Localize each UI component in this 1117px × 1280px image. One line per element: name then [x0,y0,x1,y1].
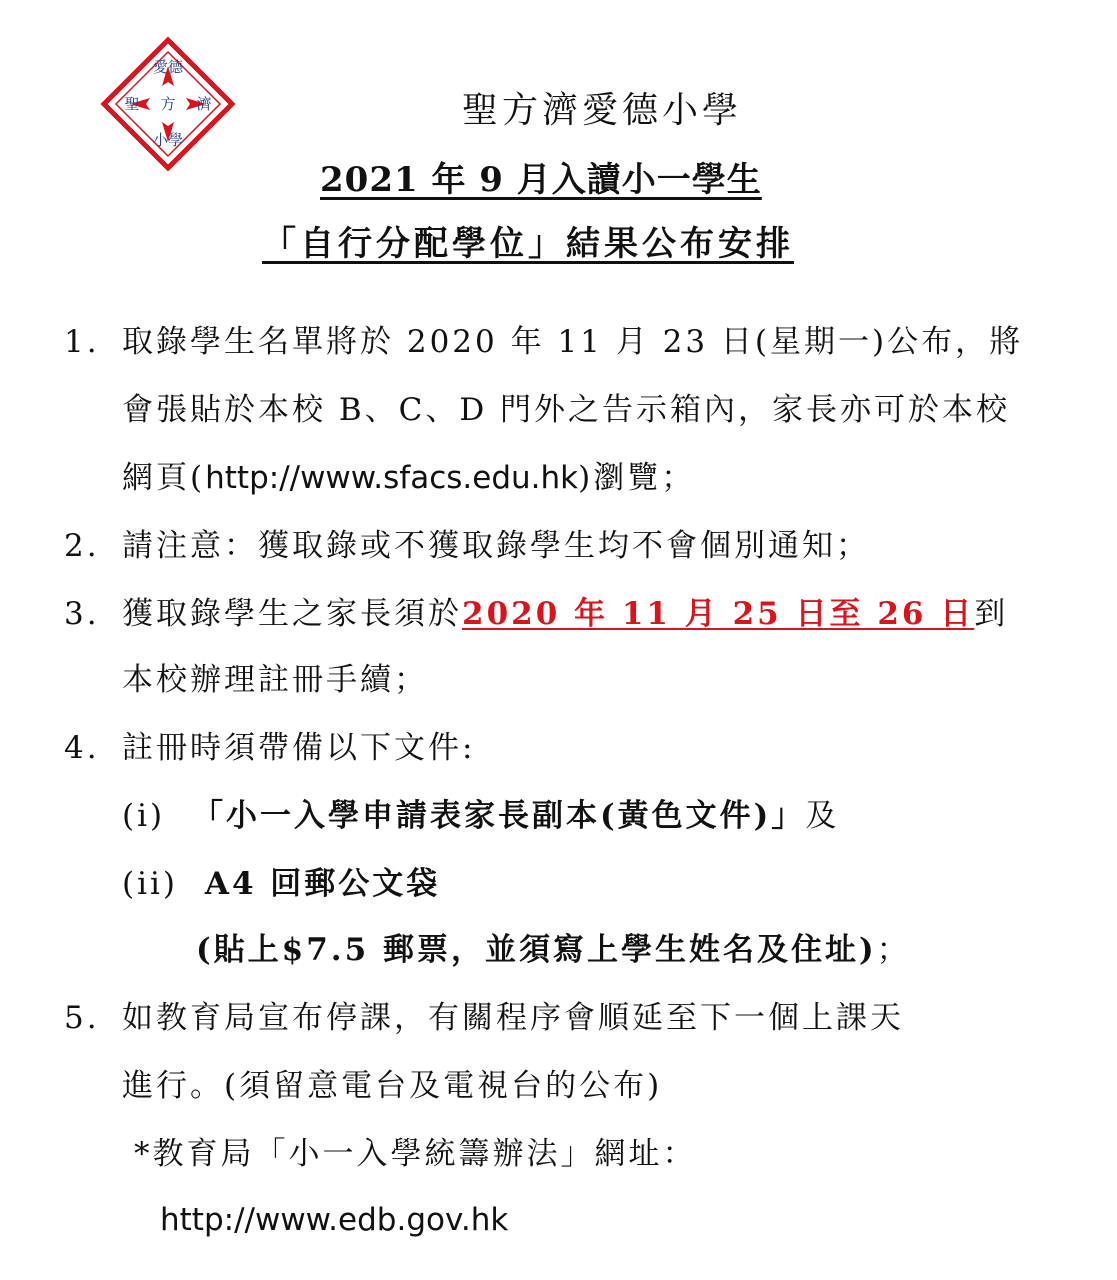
item5-line2: 進行。(須留意電台及電視台的公布) [122,1068,663,1104]
sub2-note: (貼上$7.5 郵票，並須寫上學生姓名及住址) [196,932,877,968]
item-number: 4. [64,730,100,766]
item4-sub2-note [196,930,911,970]
logo-right-text: 濟 [196,95,212,113]
item5-line1: 如教育局宣布停課，有關程序會順延至下一個上課天 [122,1000,904,1036]
item3-line1 [122,594,1008,634]
item2-line1: 請注意：獲取錄或不獲取錄學生均不會個別通知； [122,528,870,564]
item4-sub2 [122,864,440,904]
logo-bottom-text: 小學 [152,131,184,149]
school-name: 聖方濟愛德小學 [462,90,743,131]
item1-line3-prefix: 網頁( [122,460,206,496]
registration-date-highlight: 2020 年 11 月 25 日至 26 日 [462,596,975,632]
logo-left-text: 聖 [124,95,140,113]
logo-center-text: 方 [160,95,176,113]
item4-sub1 [122,796,839,836]
sub1-suffix: 及 [805,798,840,834]
item-number: 2. [64,528,100,564]
item-number: 1. [64,324,100,360]
edb-note: *教育局「小一入學統籌辦法」網址： [134,1136,697,1172]
item1-line3 [122,458,695,498]
edb-website-link[interactable]: http://www.edb.gov.hk [160,1202,509,1238]
item1-line2: 會張貼於本校 B、C、D 門外之告示箱內，家長亦可於本校 [122,392,1011,428]
item3-line2: 本校辦理註冊手續； [122,662,428,698]
logo-top-text: 愛德 [152,58,184,76]
school-website-link[interactable]: http://www.sfacs.edu.hk [205,460,579,496]
sub1-text: 「小一入學申請表家長副本(黃色文件)」 [191,798,806,834]
item1-line1: 取錄學生名單將於 2020 年 11 月 23 日(星期一)公布，將 [122,324,1024,360]
item3-line1-prefix: 獲取錄學生之家長須於 [122,596,462,632]
item1-line3-suffix: )瀏覽； [578,460,696,496]
school-logo [100,36,236,172]
item4-line1: 註冊時須帶備以下文件: [122,730,476,766]
item-number: 3. [64,596,100,632]
sub1-marker: (i) [122,798,166,834]
notice-title-line2: 「自行分配學位」結果公布安排 [262,224,794,264]
item3-line1-suffix: 到 [974,596,1009,632]
item-number: 5. [64,1000,100,1036]
sub2-marker: (ii) [122,866,179,902]
sub2-text: A4 回郵公文袋 [204,866,441,902]
sub2-note-suffix: ； [876,932,911,968]
notice-title-line1: 2021 年 9 月入讀小一學生 [320,160,762,200]
